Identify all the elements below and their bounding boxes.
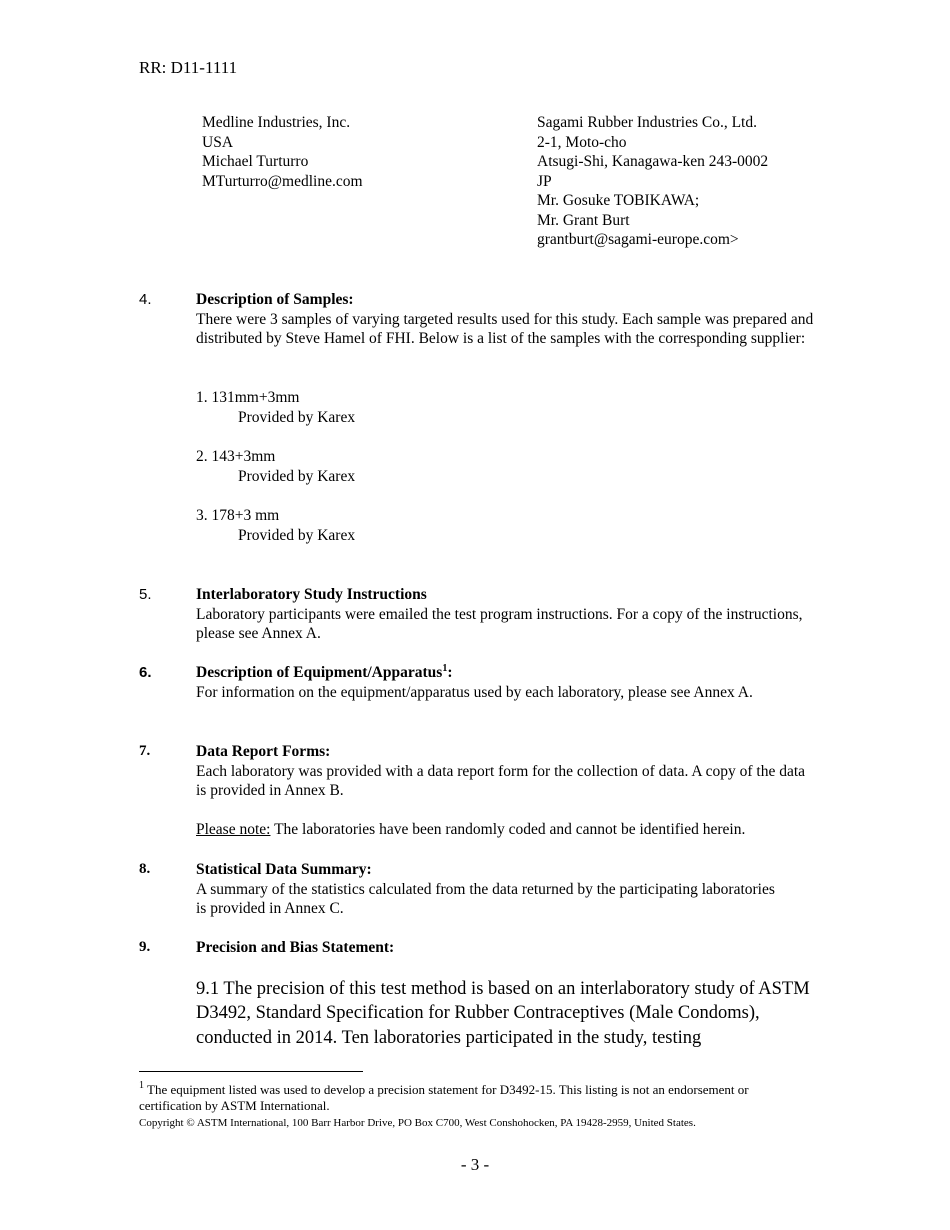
section-8 — [196, 860, 776, 919]
section-4-number: 4. — [139, 291, 152, 308]
sample-label: 3. 178+3 mm — [196, 507, 280, 524]
report-id-header: RR: D11-1111 — [139, 58, 238, 77]
section-6 — [196, 663, 816, 702]
section-8-body: A summary of the statistics calculated from the data returned by the participating laboratories is provided in Annex C. — [196, 880, 775, 917]
section-8-number: 8. — [139, 861, 151, 877]
section-9 — [196, 938, 811, 1050]
section-9-body: 9.1 The precision of this test method is based on an interlaboratory study of ASTM D3492, Standard Specification for Rubber Contraceptives (Male Condoms), conducted in 2014. Ten laboratories participated in the study, testing — [196, 978, 810, 1048]
address-line: JP — [537, 172, 552, 190]
section-7-body: Each laboratory was provided with a data report form for the collection of data. A copy of the data is provided in Annex B. — [196, 762, 806, 799]
section-4 — [196, 290, 816, 349]
copyright-notice: Copyright © ASTM International, 100 Barr Harbor Drive, PO Box C700, West Conshohocken, PA 19428-2959, United States. — [139, 1117, 696, 1129]
address-line: Atsugi-Shi, Kanagawa-ken 243-0002 — [537, 153, 769, 170]
address-line: Mr. Grant Burt — [537, 211, 630, 229]
sample-provider: Provided by Karex — [238, 467, 356, 485]
footnote-text: The equipment listed was used to develop a precision statement for D3492-15. This listing is not an endorsement or certification by ASTM International. — [139, 1082, 749, 1113]
address-line: Medline Industries, Inc. — [202, 114, 351, 131]
sample-label: 1. 131mm+3mm — [196, 389, 300, 406]
section-5-body: Laboratory participants were emailed the test program instructions. For a copy of the instructions, please see Annex A. — [196, 605, 803, 642]
section-9-title: Precision and Bias Statement: — [196, 939, 395, 956]
section-7-number: 7. — [139, 743, 151, 759]
sample-item-3 — [196, 506, 355, 545]
address-email: MTurturro@medline.com — [202, 172, 363, 190]
section-6-number: 6. — [139, 664, 152, 681]
section-6-body: For information on the equipment/apparatus used by each laboratory, please see Annex A. — [196, 683, 753, 701]
section-7 — [196, 742, 816, 840]
section-5-number: 5. — [139, 586, 152, 603]
address-line: Sagami Rubber Industries Co., Ltd. — [537, 114, 757, 131]
address-line: Michael Turturro — [202, 153, 309, 170]
address-line: 2-1, Moto-cho — [537, 133, 627, 151]
supplier-address-sagami — [537, 113, 768, 250]
address-line: Mr. Gosuke TOBIKAWA; — [537, 192, 700, 209]
sample-provider: Provided by Karex — [238, 408, 356, 426]
note-text: The laboratories have been randomly coded and cannot be identified herein. — [270, 821, 746, 838]
footnote-ref: 1 — [442, 663, 448, 674]
section-4-body: There were 3 samples of varying targeted results used for this study. Each sample was prepared and distributed by Steve Hamel of FHI. Below is a list of the samples with the corresponding supplier: — [196, 310, 814, 347]
section-6-title — [196, 663, 816, 683]
address-email: grantburt@sagami-europe.com> — [537, 231, 739, 248]
footnote — [139, 1082, 799, 1114]
sample-provider: Provided by Karex — [238, 526, 356, 544]
sample-item-1 — [196, 388, 355, 427]
section-7-title: Data Report Forms: — [196, 743, 331, 760]
address-line: USA — [202, 133, 234, 151]
section-6-title-text: Description of Equipment/Apparatus — [196, 664, 443, 681]
section-4-title: Description of Samples: — [196, 291, 354, 308]
section-5-title: Interlaboratory Study Instructions — [196, 586, 427, 603]
page-number: - 3 - — [460, 1155, 490, 1174]
supplier-address-medline — [202, 113, 363, 191]
footnote-number: 1 — [139, 1080, 144, 1091]
section-7-note — [196, 820, 816, 840]
section-8-title: Statistical Data Summary: — [196, 861, 372, 878]
section-5 — [196, 585, 816, 644]
sample-label: 2. 143+3mm — [196, 448, 276, 465]
footnote-divider — [139, 1071, 363, 1072]
section-9-number: 9. — [139, 939, 151, 955]
note-label: Please note: — [196, 821, 271, 838]
sample-item-2 — [196, 447, 355, 486]
section-6-title-suffix: : — [447, 664, 453, 681]
